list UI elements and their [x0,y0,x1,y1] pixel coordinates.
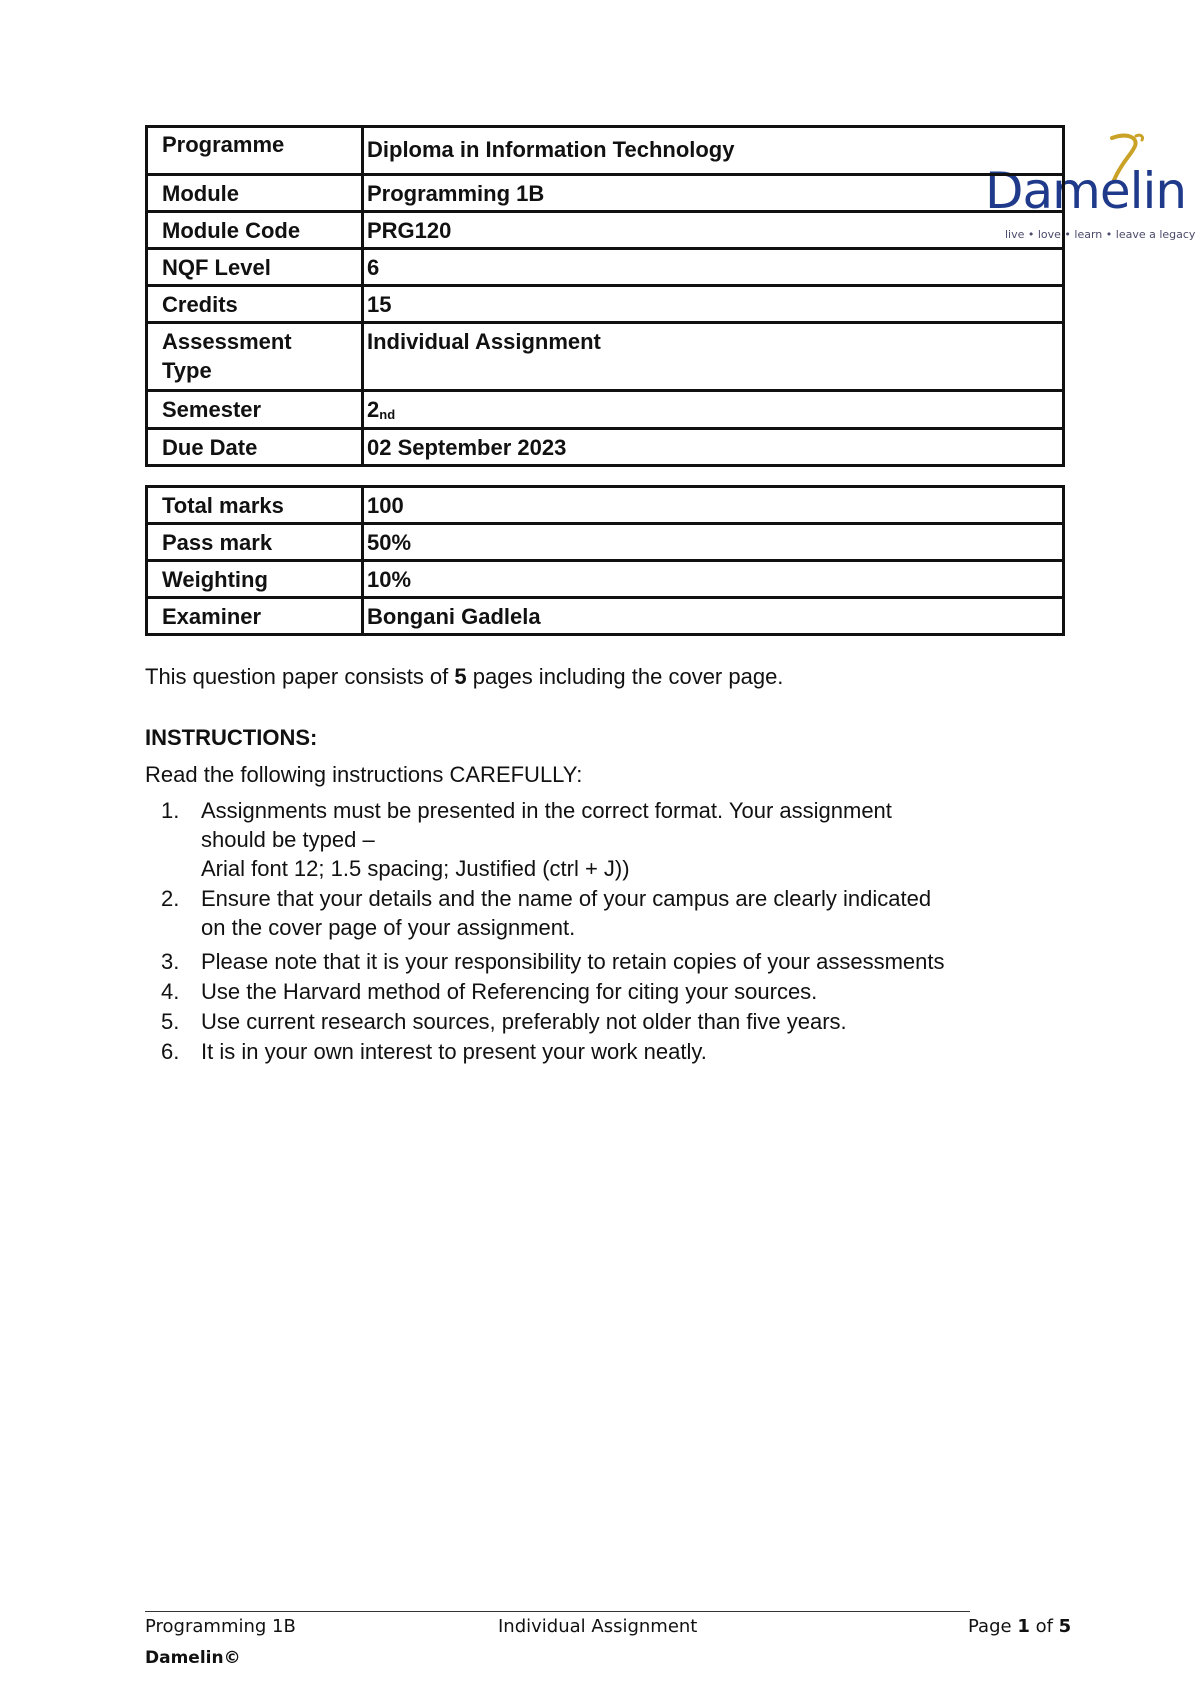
list-item [145,947,944,976]
table-row [147,286,1064,323]
table-row [147,524,1064,561]
row-label-module-code: Module Code [147,212,363,249]
table-row [147,175,1064,212]
row-label-total-marks: Total marks [147,487,363,524]
marks-table [145,485,1065,636]
item-line: Use the Harvard method of Referencing for citing your sources. [201,979,818,1004]
item-number: 1. [161,798,180,823]
footer-page-number [968,1616,1071,1637]
page-total: 5 [1058,1616,1072,1637]
item-number: 3. [161,949,180,974]
instructions-subheading: Read the following instructions CAREFULLY: [145,762,583,787]
logo-wordmark: Damelin [985,162,1187,220]
list-item [145,1037,944,1066]
item-line: Ensure that your details and the name of your campus are clearly indicated [201,886,932,911]
row-value-credits: 15 [363,286,1064,323]
item-number: 5. [161,1009,180,1034]
list-item [145,796,944,883]
table-row [147,127,1064,175]
item-line: Please note that it is your responsibility to retain copies of your assessments [201,949,945,974]
row-label-examiner: Examiner [147,598,363,635]
table-row [147,323,1064,391]
row-value-pass-mark: 50% [363,524,1064,561]
item-line: should be typed – [201,827,375,852]
item-line: It is in your own interest to present your work neatly. [201,1039,707,1064]
row-value-nqf-level: 6 [363,249,1064,286]
intro-page-count: 5 [454,664,467,689]
item-line: on the cover page of your assignment. [201,915,576,940]
row-label-pass-mark: Pass mark [147,524,363,561]
item-number: 4. [161,979,180,1004]
row-label-credits: Credits [147,286,363,323]
row-label-module: Module [147,175,363,212]
intro-after: pages including the cover page. [466,664,784,689]
row-value-programme: Diploma in Information Technology [363,127,1064,175]
instructions-heading: INSTRUCTIONS: [145,725,318,750]
list-item [145,977,944,1006]
footer-brand: Damelin© [145,1648,241,1668]
list-item [145,1007,944,1036]
row-value-module: Programming 1B [363,175,1064,212]
footer-assessment-type: Individual Assignment [498,1616,698,1637]
item-line: Arial font 12; 1.5 spacing; Justified (ctrl + J)) [201,856,630,881]
page-current: 1 [1017,1616,1030,1637]
table-row [147,391,1064,429]
row-value-weighting: 10% [363,561,1064,598]
row-label-programme: Programme [147,127,363,175]
row-label-due-date: Due Date [147,429,363,466]
page-label: Page [968,1616,1018,1637]
row-value-examiner: Bongani Gadlela [363,598,1064,635]
item-line: Assignments must be presented in the correct format. Your assignment [201,798,892,823]
instructions-list [145,796,944,1067]
intro-before: This question paper consists of [145,664,455,689]
item-line: Use current research sources, preferably not older than five years. [201,1009,847,1034]
logo-tagline: live • love • learn • leave a legacy [1005,228,1196,241]
table-row [147,212,1064,249]
row-value-module-code: PRG120 [363,212,1064,249]
table-row [147,598,1064,635]
row-label-semester: Semester [147,391,363,429]
row-label-assessment-type: Assessment Type [147,323,363,391]
table-row [147,487,1064,524]
module-details-table [145,125,1065,467]
semester-number: 2 [367,397,380,422]
item-number: 6. [161,1039,180,1064]
table-row [147,249,1064,286]
footer-divider [145,1611,970,1612]
row-value-semester [363,391,1064,429]
item-number: 2. [161,886,180,911]
semester-ordinal-suffix: nd [379,407,396,422]
footer-module-name: Programming 1B [145,1616,296,1637]
table-row [147,429,1064,466]
page-count-statement [145,664,783,690]
row-value-total-marks: 100 [363,487,1064,524]
row-value-assessment-type: Individual Assignment [363,323,1064,391]
list-item [145,884,944,942]
page-of: of [1029,1616,1059,1637]
row-label-nqf-level: NQF Level [147,249,363,286]
row-label-weighting: Weighting [147,561,363,598]
table-row [147,561,1064,598]
row-value-due-date: 02 September 2023 [363,429,1064,466]
